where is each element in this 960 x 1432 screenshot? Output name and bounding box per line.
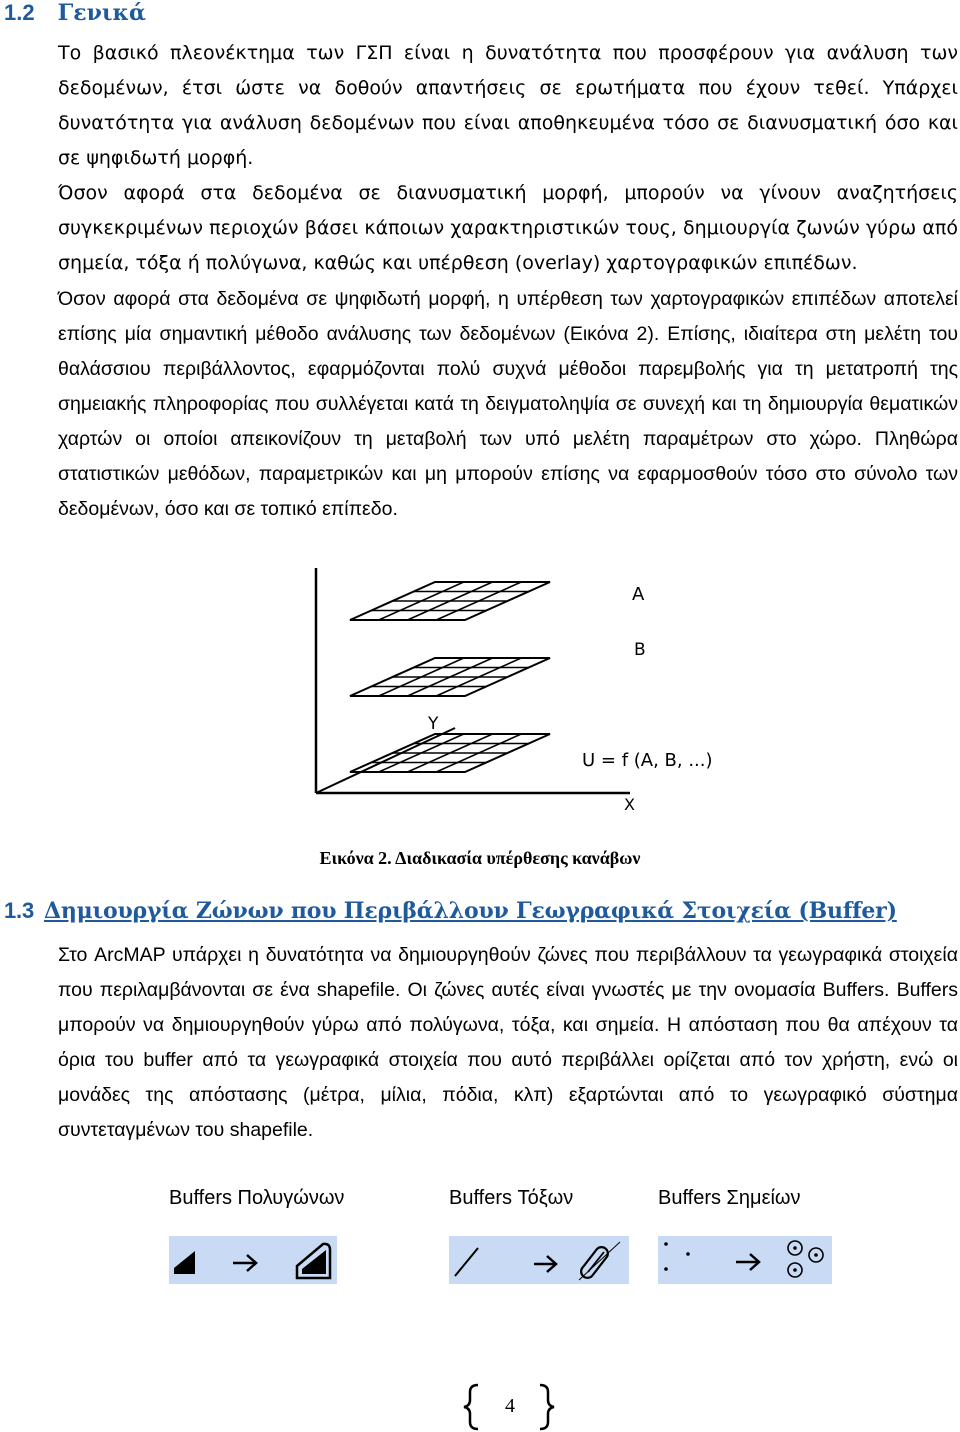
section-number: 1.2 xyxy=(4,0,35,25)
label-b: B xyxy=(634,640,646,660)
paragraph-intro: Το βασικό πλεονέκτημα των ΓΣΠ είναι η δυνατότητα που προσφέρουν για ανάλυση των δεδομένων, έτσι ώστε να δοθούν απαντήσεις σε ερωτήματα που έχουν τεθεί. Υπάρχει δυνατότητα για ανάλυση δεδομένων που είναι αποθηκευμένα τόσο σε διανυσματική όσο και σε ψηφιδωτή μορφή. xyxy=(58,42,958,169)
section-heading-1-3 xyxy=(4,898,897,924)
buffers-points-label: Buffers Σημείων xyxy=(658,1187,801,1209)
buffered-polygon-icon xyxy=(297,1244,330,1278)
grid-layer-b xyxy=(350,658,550,696)
arrow-right-icon xyxy=(736,1254,759,1270)
grid-layer-u xyxy=(350,734,550,772)
arc-icon xyxy=(455,1248,478,1276)
buffers-polygons-label: Buffers Πολυγώνων xyxy=(169,1187,345,1209)
figure-caption: Εικόνα 2. Διαδικασία υπέρθεσης κανάβων xyxy=(319,848,641,868)
label-a: A xyxy=(632,584,645,605)
grid-layer-a xyxy=(350,582,550,620)
point-icon xyxy=(664,1242,690,1271)
section-number: 1.3 xyxy=(4,898,34,923)
paragraph-buffers: Στο ArcMAP υπάρχει η δυνατότητα να δημιουργηθούν ζώνες που περιβάλλουν τα γεωγραφικά στοιχεία που περιλαμβάνονται σε ένα shapefile. Οι ζώνες αυτές είναι γνωστές με την ονομασία Buffers. Buffers μπορούν να δημιουργηθούν γύρω από πολύγωνα, τόξα, και σημεία. Η απόσταση που θα απέχουν τα όρια του buffer από τα γεωγραφικά στοιχεία που αυτό περιβάλλει ορίζεται από τον χρήστη, ενώ οι μονάδες της απόστασης (μέτρα, μίλια, πόδια, κλπ) εξαρτώνται από το γεωγραφικό σύστημα συντεταγμένων του shapefile. xyxy=(58,944,958,1141)
section-title: Δημιουργία Ζώνων που Περιβάλλουν Γεωγραφικά Στοιχεία (Buffer) xyxy=(43,898,897,924)
arc-buffer-illustration xyxy=(449,1236,629,1284)
raster-overlay-figure xyxy=(300,560,720,825)
section-title: Γενικά xyxy=(57,0,146,26)
buffered-arc-icon xyxy=(579,1242,620,1280)
buffered-point-icon xyxy=(788,1241,823,1277)
label-x: X xyxy=(624,795,635,814)
formula-label: U = f (A, B, ...) xyxy=(582,750,713,771)
arrow-right-icon xyxy=(534,1256,556,1272)
polygon-buffer-illustration xyxy=(169,1236,337,1284)
label-y: Y xyxy=(428,714,439,734)
arrow-right-icon xyxy=(233,1255,256,1271)
paragraph-raster: Όσον αφορά στα δεδομένα σε ψηφιδωτή μορφή, η υπέρθεση των χαρτογραφικών επιπέδων αποτελεί επίσης μία σημαντική μέθοδο ανάλυσης των δεδομένων (Εικόνα 2). Επίσης, ιδιαίτερα στη μελέτη του θαλάσσιου περιβάλλοντος, εφαρμόζονται πολύ συχνά μέθοδοι παρεμβολής για τη μετατροπή της σημειακής πληροφορίας που συλλέγεται κατά τη δειγματοληψία σε συνεχή και τη δημιουργία θεματικών χαρτών οι οποίοι απεικονίζουν τη μεταβολή των υπό μελέτη παραμέτρων στο χώρο. Πληθώρα στατιστικών μεθόδων, παραμετρικών και μη μπορούν επίσης να εφαρμοσθούν τόσο στο σύνολο των δεδομένων, όσο και σε τοπικό επίπεδο. xyxy=(58,288,958,520)
page-number: 4 xyxy=(505,1395,515,1417)
buffers-arcs-label: Buffers Τόξων xyxy=(449,1187,574,1209)
point-buffer-illustration xyxy=(658,1236,832,1284)
polygon-icon xyxy=(174,1251,195,1274)
section-heading-1-2 xyxy=(4,0,146,26)
paragraph-vector: Όσον αφορά στα δεδομένα σε διανυσματική μορφή, μπορούν να γίνουν αναζητήσεις συγκεκριμένων περιοχών βάσει κάποιων χαρακτηριστικών τους, δημιουργία ζωνών γύρω από σημεία, τόξα ή πολύγωνα, καθώς και υπέρθεση (overlay) χαρτογραφικών επιπέδων. xyxy=(58,182,958,274)
